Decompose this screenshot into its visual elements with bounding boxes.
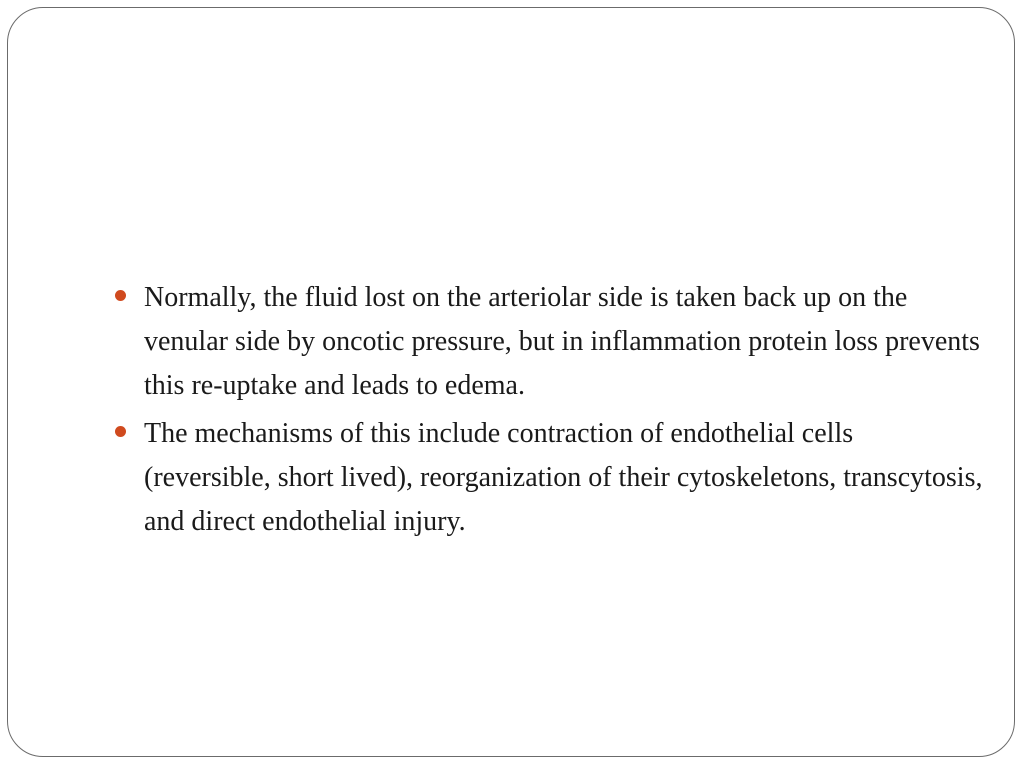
bullet-dot-icon (115, 290, 126, 301)
bullet-item-1 (113, 276, 983, 408)
bullet-text-2: The mechanisms of this include contraction of endothelial cells (reversible, short lived), reorganization of their cytoskeletons, transcytosis, and direct endothelial injury. (144, 418, 983, 537)
bullet-item-2 (113, 412, 983, 544)
bullet-text-1: Normally, the fluid lost on the arteriolar side is taken back up on the venular side by oncotic pressure, but in inflammation protein loss prevents this re-uptake and leads to edema. (144, 282, 980, 401)
bullet-dot-icon (115, 426, 126, 437)
bullet-list (113, 276, 983, 548)
